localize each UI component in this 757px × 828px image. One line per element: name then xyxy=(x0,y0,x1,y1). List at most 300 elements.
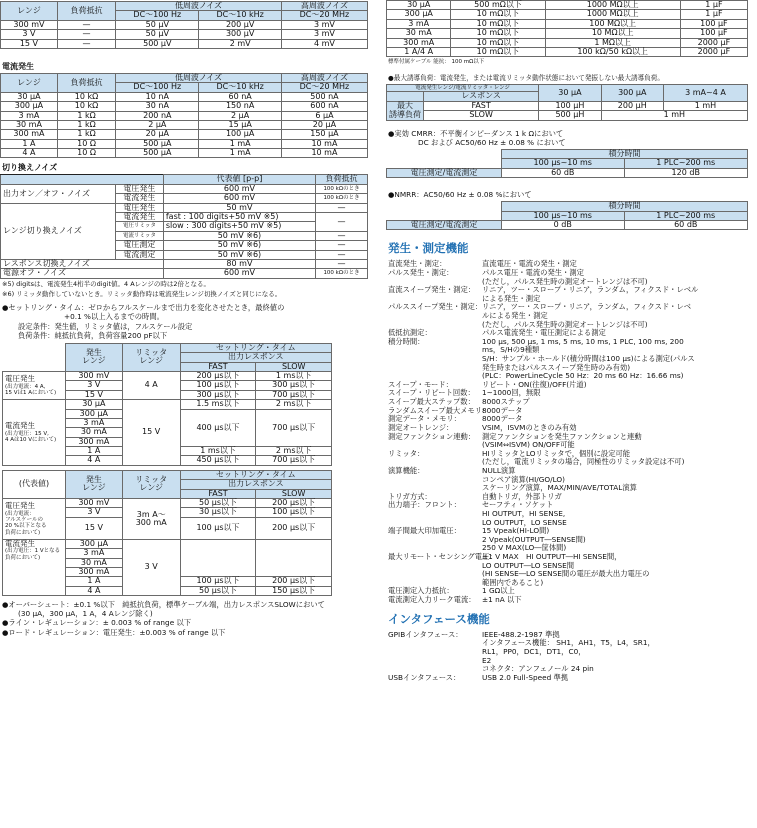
table-cell: 700 μs以下 xyxy=(256,390,332,399)
table-row xyxy=(3,539,332,548)
table-cell: 20 μA xyxy=(281,120,367,129)
spec-key: 端子間最大印加電圧： xyxy=(388,526,461,536)
table-cell: リミッタ レンジ xyxy=(122,343,180,371)
section-heading-current-source: 電流発生 xyxy=(2,61,34,71)
spec-row xyxy=(388,338,752,347)
table-cell: 500 nA xyxy=(281,92,367,101)
table-cell: 10 mΩ以下 xyxy=(451,38,545,47)
table-cell: 50 μV xyxy=(116,20,199,29)
table-cell: SLOW xyxy=(424,111,539,120)
spec-key xyxy=(388,312,482,321)
table-cell: 100 μs~10 ms xyxy=(502,211,625,220)
table-cell: 10 mΩ以下 xyxy=(451,19,545,28)
table-cell: slow : 300 digits+50 mV ※5) xyxy=(163,222,315,231)
table-row xyxy=(387,168,748,177)
section-title-functions: 発生・測定機能 xyxy=(388,241,469,256)
table-row xyxy=(387,19,748,28)
spec-value: インタフェース機能： SH1，AH1，T5，L4，SR1， xyxy=(482,638,655,648)
table-cell: 発生 レンジ xyxy=(66,343,123,371)
table-cell: 30 μs以下 xyxy=(180,508,256,517)
table-cell: 電流発生 (出力電圧：1 Vとなる 負荷において) xyxy=(3,539,66,595)
table-row xyxy=(1,39,368,48)
table-cell: 10 kΩ xyxy=(57,102,115,111)
table-cell: 300 mV xyxy=(66,499,123,508)
table-cell: 1 A xyxy=(66,447,123,456)
table-cell: 10 kΩ xyxy=(57,92,115,101)
table-cell: 電圧発生 (出力電流：4 A, 15 Vは1 Aにおいて) xyxy=(3,371,66,399)
spec-key: 電圧測定入力抵抗： xyxy=(388,586,454,596)
table-cell: 120 dB xyxy=(624,168,748,177)
table-cell: 30 μA xyxy=(539,85,601,102)
table-cell: 3 V xyxy=(66,381,123,390)
table-cell: 100 kΩ/50 kΩ以上 xyxy=(545,47,680,56)
cable-note: 標準付属ケーブル 能抗： 100 mΩ以下 xyxy=(388,59,485,66)
table-cell: 300 mV xyxy=(1,20,58,29)
table-cell: 300 mA xyxy=(66,437,123,446)
table-cell: 1 kΩ xyxy=(57,111,115,120)
nmrr-table xyxy=(386,201,748,230)
table-cell: 3 mV xyxy=(281,30,367,39)
table-cell: 15 V xyxy=(122,400,180,466)
table-cell: 500 μH xyxy=(539,111,601,120)
header-load: 負荷抵抗 xyxy=(316,175,368,184)
table-cell xyxy=(387,149,502,168)
header-load: 負荷抵抗 xyxy=(57,73,115,92)
spec-value: パルス電圧・電流の発生・測定 xyxy=(482,267,584,277)
table-row xyxy=(1,30,368,39)
spec-value: 1 GΩ以上 xyxy=(482,586,515,596)
table-cell xyxy=(387,202,502,221)
spec-key: 直流スイープ発生・測定： xyxy=(388,285,476,295)
table-cell: FAST xyxy=(424,101,539,110)
table-cell: 積分時間 xyxy=(502,202,748,211)
table-cell: 出力レスポンス xyxy=(180,353,331,362)
table-cell: 電圧発生 (出力電流： フルスケールの 20 %以下となる 負荷において) xyxy=(3,499,66,540)
table-cell: 10 mΩ以下 xyxy=(451,10,545,19)
spec-value: (ただし，パルス発生時の測定オートレンジは不可) xyxy=(482,276,648,286)
table-cell: 600 mV xyxy=(163,269,315,278)
table-cell: 3 mV xyxy=(281,20,367,29)
spec-value: E2 xyxy=(482,655,492,665)
table-cell: 1 μF xyxy=(680,10,747,19)
table-cell: 300 μA xyxy=(1,102,58,111)
table-cell: 300 mA xyxy=(66,568,123,577)
spec-key: ランダムスイープ最大メモリ： xyxy=(388,405,490,415)
table-cell: 最大 誘導負荷 xyxy=(387,101,424,120)
table-cell: 150 nA xyxy=(199,102,281,111)
spec-key: トリガ方式： xyxy=(388,491,432,501)
table-cell: 4 A xyxy=(1,149,58,158)
table-cell: — xyxy=(316,203,368,212)
spec-key: 低抵抗測定： xyxy=(388,328,432,338)
table-cell: 3 V xyxy=(66,508,123,517)
table-row xyxy=(387,111,748,120)
table-cell: 500 μA xyxy=(116,149,199,158)
table-cell: 300 μs以下 xyxy=(180,390,256,399)
header-typical: 代表値 [p-p] xyxy=(163,175,315,184)
table-cell: 15 V xyxy=(1,39,58,48)
table-cell: 10 nA xyxy=(116,92,199,101)
right-column xyxy=(386,0,752,682)
spec-value: LO OUTPUT，LO SENSE xyxy=(482,517,567,527)
table-row xyxy=(387,47,748,56)
table-cell: 6 μA xyxy=(281,111,367,120)
table-cell: 20 μA xyxy=(116,130,199,139)
table-cell: 1000 MΩ以上 xyxy=(545,1,680,10)
table-cell: 1 μF xyxy=(680,1,747,10)
table-cell: 100 kΩのとき xyxy=(316,194,368,203)
spec-key: スイープ最大ステップ数： xyxy=(388,397,475,407)
table-cell: 電圧測定/電流測定 xyxy=(387,168,502,177)
table-cell: 3 mA xyxy=(1,111,58,120)
table-cell: 100 kΩのとき xyxy=(316,269,368,278)
spec-value: (PLC：PowerLineCycle 50 Hz：20 ms 60 Hz：16.66 ms) xyxy=(482,371,684,381)
table-cell: 電源オフ・ノイズ xyxy=(1,269,164,278)
table-cell: リミッタ レンジ xyxy=(122,470,180,498)
table-cell: 電圧リミッタ xyxy=(116,222,164,231)
max-inductive-load-heading: ●最大誘導負荷：電流発生，または電流リミッタ動作状態において発振しない最大誘導負荷。 xyxy=(388,73,664,82)
table-cell: — xyxy=(57,20,115,29)
spec-value: (ただし，電流リミッタの場合，同極性のリミッタ設定は不可) xyxy=(482,457,685,467)
header-sub: DC～10 kHz xyxy=(199,11,281,20)
table-cell: 30 μA xyxy=(66,400,123,409)
table-cell: 700 μs以下 xyxy=(256,456,332,465)
table-cell: 2 μA xyxy=(116,120,199,129)
table-cell: 3 mA~4 A xyxy=(663,85,747,102)
table-cell: レンジ切り換えノイズ xyxy=(1,203,116,259)
spec-key: スイープ・モード： xyxy=(388,379,453,389)
section-heading-switching-noise: 切り換えノイズ xyxy=(2,163,58,173)
max-inductive-load-table xyxy=(386,84,748,120)
spec-key: スイープ・リピート回数： xyxy=(388,388,475,398)
table-cell: 100 μs以下 xyxy=(180,577,256,586)
spec-key: 電流測定入力リーク電流： xyxy=(388,595,476,605)
table-cell xyxy=(3,343,66,371)
table-row xyxy=(387,38,748,47)
table-cell: 15 V xyxy=(66,517,123,539)
spec-value: ms，S/Hの9種類 xyxy=(482,345,540,355)
spec-value: 8000データ xyxy=(482,414,523,424)
table-cell: 500 mΩ以下 xyxy=(451,1,545,10)
spec-value: VSIM，ISVMのときのみ有効 xyxy=(482,422,577,432)
table-cell: 電流発生レンジ/電流リミッタ・レンジ xyxy=(387,85,539,92)
spec-value: ±1 nA 以下 xyxy=(482,595,522,605)
spec-value: コネクタ：アンフェノール 24 pin xyxy=(482,664,594,674)
spec-value: NULL演算 xyxy=(482,465,516,475)
table-cell: 出力オン／オフ・ノイズ xyxy=(1,184,116,203)
table-cell: 200 μs以下 xyxy=(256,577,332,586)
table-cell: 3 mA xyxy=(66,549,123,558)
table-cell: 50 mV ※6) xyxy=(163,241,315,250)
spec-row xyxy=(388,674,752,683)
table-cell: 1 PLC~200 ms xyxy=(624,159,748,168)
table-row xyxy=(1,130,368,139)
spec-row xyxy=(388,648,752,657)
table-cell: 100 μs~10 ms xyxy=(502,159,625,168)
table-cell: 300 mA xyxy=(387,38,451,47)
table-cell: 積分時間 xyxy=(502,149,748,158)
table-row xyxy=(1,149,368,158)
header-load: 負荷抵抗 xyxy=(57,2,115,21)
table-cell: 出力レスポンス xyxy=(180,480,331,489)
spec-value: (HI SENSE―LO SENSE間の電圧が最大出力電圧の xyxy=(482,569,650,579)
footnote: ※5) digitsは、電流発生4桁半のdigit値。4 Aレンジの時は2倍となる。 xyxy=(2,279,210,288)
table-cell: 1000 MΩ以上 xyxy=(545,10,680,19)
table-cell: 100 kΩのとき xyxy=(316,184,368,193)
table-cell xyxy=(256,539,332,577)
table-cell: 1 A xyxy=(66,577,123,586)
table-row xyxy=(1,111,368,120)
table-cell: 3 V xyxy=(1,30,58,39)
spec-key xyxy=(388,639,482,648)
table-cell: 10 Ω xyxy=(57,139,115,148)
table-row xyxy=(387,10,748,19)
table-row xyxy=(387,220,748,229)
table-cell: 電圧測定/電流測定 xyxy=(387,220,502,229)
settling-time-text: ●セットリング・タイム：ゼロからフルスケールまで出力を変化させたとき，最終値の +0.1 %以上入るまでの時間。 設定条件：発生値，リミッタ値は，フルスケール設定 負荷条件：純抵抗負荷，負荷容量200 pF以下 xyxy=(2,303,285,340)
table-cell: 1 kΩ xyxy=(57,120,115,129)
spec-value: リピート・ON(往復)/OFF(片道) xyxy=(482,379,587,389)
table-cell xyxy=(387,92,424,101)
table-cell: 30 mA xyxy=(387,29,451,38)
table-cell: 1.5 ms以下 xyxy=(180,400,256,409)
current-source-noise-table xyxy=(0,73,368,159)
spec-key xyxy=(388,476,482,485)
table-cell: 300 μA xyxy=(66,409,123,418)
table-cell: 電流発生 xyxy=(116,194,164,203)
left-column xyxy=(0,0,372,637)
table-cell: 2 ms以下 xyxy=(256,447,332,456)
table-cell: 100 μA xyxy=(199,130,281,139)
table-cell: 150 μs以下 xyxy=(256,586,332,595)
table-cell: 100 μs以下 xyxy=(180,381,256,390)
spec-key xyxy=(388,536,482,545)
table-cell: 電圧測定 xyxy=(116,241,164,250)
table-cell: 30 μA xyxy=(1,92,58,101)
table-cell: 30 mA xyxy=(66,428,123,437)
table-row xyxy=(1,20,368,29)
table-cell: 1 mA xyxy=(199,139,281,148)
table-cell: — xyxy=(316,213,368,232)
spec-value: (VSIM⇔ISVM) ON/OFF可能 xyxy=(482,440,575,450)
settling-time-table xyxy=(2,343,332,466)
spec-key: パルススイープ発生・測定： xyxy=(388,302,483,312)
spec-value: 発生時またはパルススイープ発生時のみ有効) xyxy=(482,362,631,372)
header-hf-noise: 高周波ノイズ xyxy=(281,73,367,82)
table-cell: 200 μs以下 xyxy=(180,371,256,380)
table-cell: 600 nA xyxy=(281,102,367,111)
table-row xyxy=(1,184,368,193)
table-cell: 1 ms以下 xyxy=(256,371,332,380)
spec-value: 8000ステップ xyxy=(482,397,530,407)
spec-value: 1~1000回，無限 xyxy=(482,388,541,398)
spec-value: 250 V MAX(LO―筐体間) xyxy=(482,543,567,553)
function-spec-list xyxy=(386,260,752,604)
table-cell: セットリング・タイム xyxy=(180,343,331,352)
table-cell: 300 mV xyxy=(66,371,123,380)
table-cell: 電流発生 xyxy=(116,213,164,222)
spec-value: RL1，PP0，DC1，DT1，C0， xyxy=(482,646,586,656)
spec-key: パルス発生・測定： xyxy=(388,267,454,277)
table-cell: 1 PLC~200 ms xyxy=(624,211,748,220)
table-cell: 1 mH xyxy=(663,101,747,110)
table-cell: — xyxy=(57,39,115,48)
table-cell: 60 nA xyxy=(199,92,281,101)
table-cell: 1 MΩ以上 xyxy=(545,38,680,47)
spec-value: (ただし，パルス発生時の測定オートレンジは不可) xyxy=(482,319,648,329)
header-hf-noise: 高周波ノイズ xyxy=(281,2,367,11)
table-cell: fast : 100 digits+50 mV ※5) xyxy=(163,213,315,222)
spec-row xyxy=(388,303,752,312)
output-impedance-table xyxy=(386,0,748,57)
spec-key: 演算機能： xyxy=(388,465,425,475)
table-cell: 2 μA xyxy=(199,111,281,120)
spec-value: 8000データ xyxy=(482,405,523,415)
table-cell: 50 mV ※6) xyxy=(163,231,315,240)
spec-key xyxy=(388,648,482,657)
header-range: レンジ xyxy=(1,2,58,21)
table-cell: レスポンス切換えノイズ xyxy=(1,259,164,268)
table-cell: 10 mΩ以下 xyxy=(451,47,545,56)
spec-value: LO OUTPUT―LO SENSE間 xyxy=(482,560,575,570)
table-cell: 150 μA xyxy=(281,130,367,139)
spec-value: スケーリング演算，MAX/MIN/AVE/TOTAL演算 xyxy=(482,483,637,493)
header-lf-noise: 低周波ノイズ xyxy=(116,73,282,82)
spec-key: 直流発生・測定： xyxy=(388,259,447,269)
spec-row xyxy=(388,510,752,519)
spec-key xyxy=(388,346,482,355)
table-cell: 600 mV xyxy=(163,194,315,203)
table-cell: 3 mA xyxy=(387,19,451,28)
table-cell: 300 μs以下 xyxy=(256,381,332,390)
table-cell: 1 ms以下 xyxy=(180,447,256,456)
spec-key: 出力端子：フロント： xyxy=(388,500,461,510)
table-cell: 60 dB xyxy=(624,220,748,229)
table-cell: — xyxy=(316,250,368,259)
table-cell: セットリング・タイム xyxy=(180,470,331,479)
table-cell: レスポンス xyxy=(424,92,539,101)
spec-key: USBインタフェース： xyxy=(388,672,461,682)
table-cell: 30 μA xyxy=(387,1,451,10)
table-cell: 300 mA xyxy=(1,130,58,139)
table-cell: 50 μs以下 xyxy=(180,499,256,508)
table-cell: 3 mA xyxy=(66,418,123,427)
table-cell: 4 A xyxy=(66,456,123,465)
spec-row xyxy=(388,467,752,476)
table-cell: 4 A xyxy=(66,586,123,595)
table-cell: 50 μV xyxy=(116,30,199,39)
spec-value: リニア，ツー・スロープ・リニア，ランダム，フィクスド・レベ xyxy=(482,302,692,312)
table-cell: — xyxy=(57,30,115,39)
table-cell: 50 mV xyxy=(163,203,315,212)
spec-key: 測定データ・メモリ： xyxy=(388,414,461,424)
spec-value: S/H：サンプル・ホールド(積分時間は100 μs)による測定(パルス xyxy=(482,354,695,364)
spec-value: HIリミッタとLOリミッタで，個別に設定可能 xyxy=(482,448,631,458)
table-cell: 3 V xyxy=(122,539,180,595)
table-cell: 200 μV xyxy=(199,20,281,29)
table-cell: 100 μF xyxy=(680,19,747,28)
header-sub: DC～20 MHz xyxy=(281,83,367,92)
table-row xyxy=(387,1,748,10)
table-cell: 100 μs以下 xyxy=(256,508,332,517)
spec-value: IEEE-488.2-1987 準拠 xyxy=(482,629,560,639)
table-cell: 60 dB xyxy=(502,168,625,177)
spec-key xyxy=(388,657,482,666)
table-cell: 電圧発生 xyxy=(116,184,164,193)
spec-key: 最大リモート・センシング電圧： xyxy=(388,552,497,562)
spec-value: 直流電圧・電流の発生・測定 xyxy=(482,259,577,269)
overshoot-text: ●オーバーシュート：±0.1 %以下 純抵抗負荷，標準ケーブル端，出力レスポンスSLOWにおいて (30 μA，300 μA，1 A，4 Aレンジ除く) ●ライン・レギュレーション：± 0.003 % of range 以下 ●ロード・レギュレーション：電圧発生：±0.003 % of range 以下 xyxy=(2,600,325,637)
spec-value: 2 Vpeak(OUTPUT―SENSE間) xyxy=(482,534,586,544)
table-cell: 450 μs以下 xyxy=(180,456,256,465)
table-cell: 100 μF xyxy=(680,29,747,38)
table-row xyxy=(387,29,748,38)
header-sub: DC～10 kHz xyxy=(199,83,281,92)
table-cell: 100 μH xyxy=(539,101,601,110)
table-row xyxy=(1,102,368,111)
table-cell: FAST xyxy=(180,489,256,498)
spec-key: 積分時間： xyxy=(388,336,425,346)
table-cell: 15 V xyxy=(66,390,123,399)
spec-key xyxy=(388,364,482,373)
spec-value: HI OUTPUT，HI SENSE, xyxy=(482,509,566,518)
table-cell: 400 μs以下 xyxy=(180,409,256,447)
table-cell: 10 Ω xyxy=(57,149,115,158)
table-cell: 50 mV ※6) xyxy=(163,250,315,259)
spec-value: 100 μs, 500 μs, 1 ms, 5 ms, 10 ms, 1 PLC, 100 ms, 200 xyxy=(482,336,684,346)
spec-key xyxy=(388,570,482,579)
table-cell: 300 μA xyxy=(387,10,451,19)
table-cell: 電流発生 (出力電圧：15 V, 4 Aは10 Vにおいて) xyxy=(3,400,66,466)
table-cell: SLOW xyxy=(256,362,332,371)
footnote: ※6) リミッタ動作していないとき。リミッタ動作時は電流発生レンジ切換ノイズと同じになる。 xyxy=(2,289,282,298)
spec-value: 範囲内であること) xyxy=(482,577,544,587)
header-lf-noise: 低周波ノイズ xyxy=(116,2,282,11)
table-cell: 15 μA xyxy=(199,120,281,129)
section-title-interface: インタフェース機能 xyxy=(388,611,490,626)
spec-row xyxy=(388,536,752,545)
cmrr-heading: ●実効 CMRR：不平衡インピーダンス 1 k Ωにおいて DC および AC50/60 Hz ± 0.08 % において xyxy=(388,128,566,147)
spec-value: ルによる発生・測定 xyxy=(482,310,548,320)
table-cell: 0 dB xyxy=(502,220,625,229)
header-sub: DC～100 Hz xyxy=(116,83,199,92)
spec-key xyxy=(388,562,482,571)
table-cell: 1 mA xyxy=(199,149,281,158)
spec-key: 測定ファンクション連動： xyxy=(388,431,476,441)
spec-row xyxy=(388,484,752,493)
spec-value: セーフティ・ソケット xyxy=(482,500,554,510)
table-cell: 2 mV xyxy=(199,39,281,48)
table-cell: 100 μs以下 xyxy=(180,517,256,539)
table-cell xyxy=(1,175,164,184)
header-range: レンジ xyxy=(1,73,58,92)
spec-value: パルス電流発生・電圧測定による測定 xyxy=(482,328,606,338)
spec-value: 測定ファンクションを発生ファンクションと連動 xyxy=(482,431,642,441)
table-cell: 1 A xyxy=(1,139,58,148)
switching-noise-table xyxy=(0,174,368,278)
table-cell: 200 nA xyxy=(116,111,199,120)
spec-key: リミッタ： xyxy=(388,448,425,458)
table-cell: 2000 μF xyxy=(680,47,747,56)
table-cell xyxy=(180,539,256,577)
table-cell: 200 μs以下 xyxy=(256,499,332,508)
table-cell: 200 μs以下 xyxy=(256,517,332,539)
table-cell: 30 nA xyxy=(116,102,199,111)
voltage-source-noise-table xyxy=(0,1,368,49)
table-cell: 3m A～ 300 mA xyxy=(122,499,180,540)
table-cell: 300 μA xyxy=(66,539,123,548)
spec-row xyxy=(388,570,752,579)
